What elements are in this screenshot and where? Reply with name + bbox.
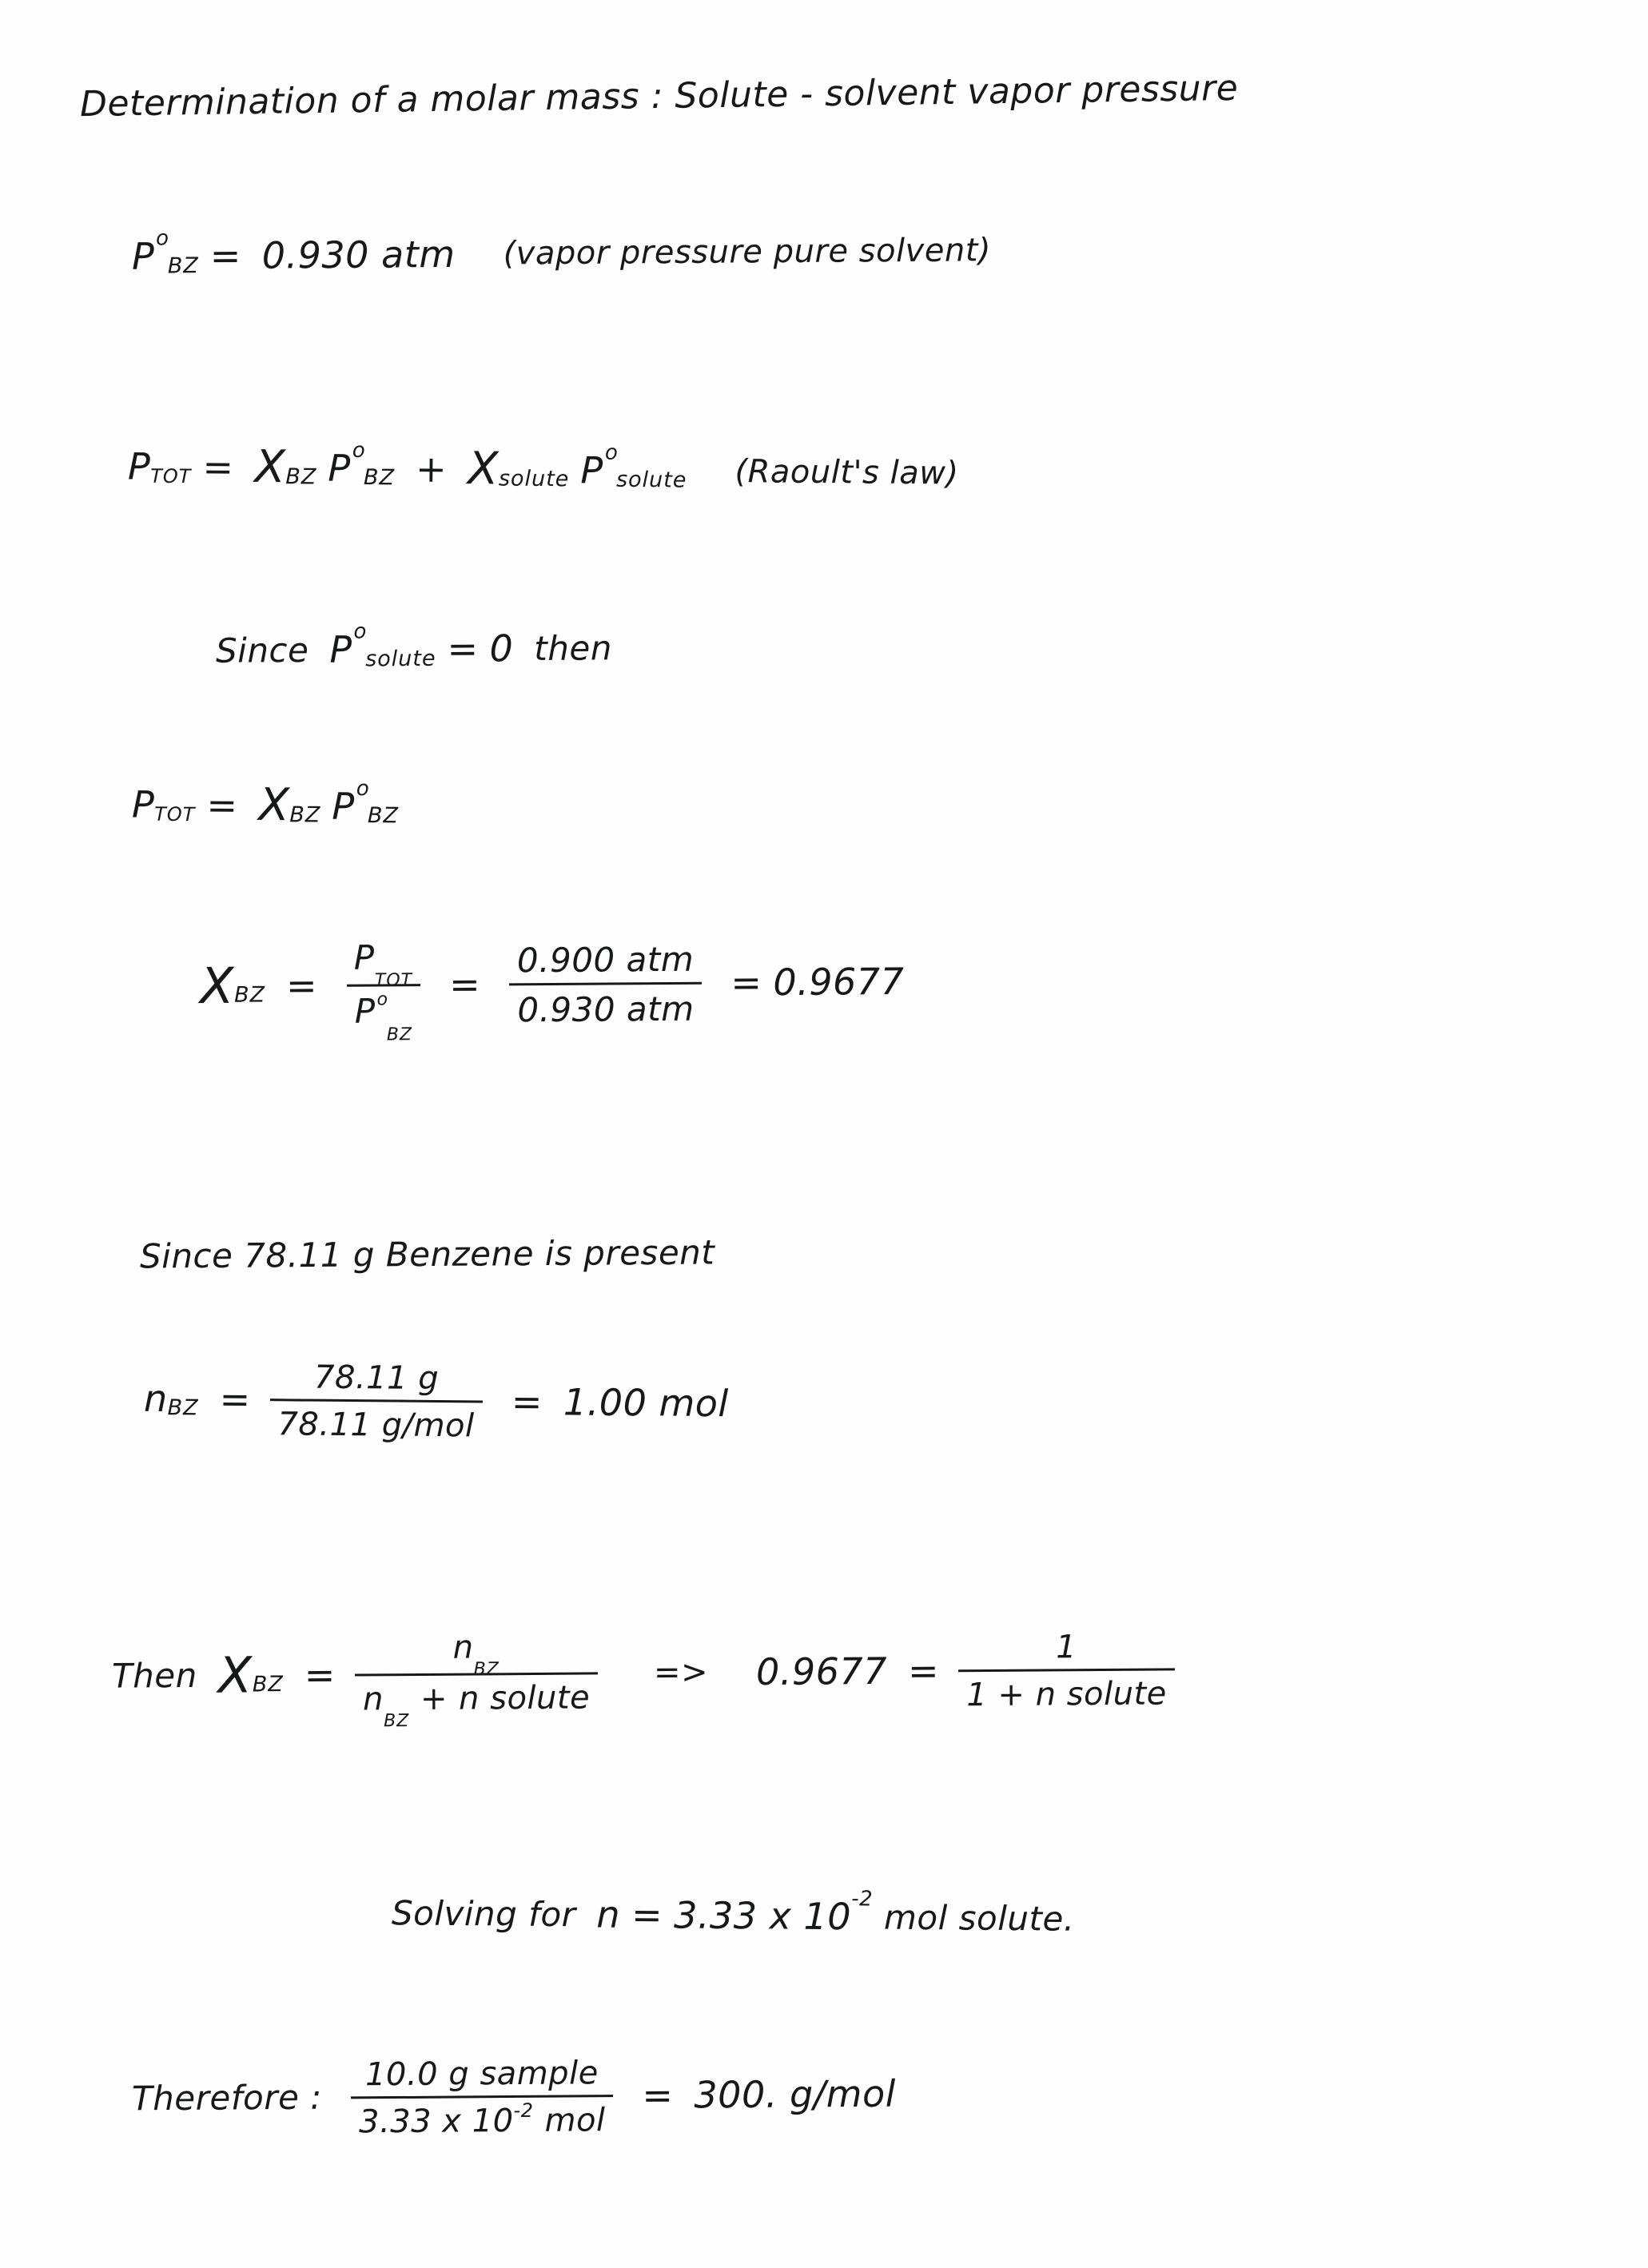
symbol-mole-fraction: X	[258, 778, 290, 832]
statement-benzene-mass-text: Since 78.11 g Benzene is present	[139, 1232, 715, 1276]
equals-sign: =	[202, 444, 234, 489]
subscript-TOT: TOT	[154, 802, 196, 826]
superscript-standard: o	[604, 440, 619, 465]
subscript-BZ: BZ	[233, 982, 266, 1009]
symbol-P: P	[131, 234, 155, 278]
page-title	[80, 68, 1239, 125]
result-moles-benzene: 1.00 mol	[563, 1379, 729, 1425]
equation-moles-benzene	[144, 1356, 730, 1445]
subscript-BZ: BZ	[167, 1395, 199, 1421]
fraction-denominator: 0.930 atm	[509, 982, 703, 1030]
symbol-mole-fraction: X	[254, 440, 286, 494]
subscript-solute: solute	[365, 646, 436, 671]
superscript-standard: o	[156, 226, 169, 251]
word-then: Then	[111, 1655, 197, 1696]
result-mole-fraction: 0.9677	[773, 959, 905, 1004]
plus-sign: +	[415, 447, 448, 491]
symbol-P: P	[580, 448, 603, 492]
fraction-sample-mass-over-moles	[350, 2055, 613, 2140]
equals-sign: =	[907, 1648, 940, 1693]
note-pure-solvent: (vapor pressure pure solvent)	[503, 232, 992, 273]
page-title-text: Determination of a molar mass : Solute - solvent vapor pressure	[79, 67, 1239, 125]
symbol-mole-fraction: X	[199, 957, 235, 1016]
equation-final-molar-mass	[132, 2051, 897, 2141]
equals-sign: =	[304, 1653, 336, 1697]
word-therefore: Therefore :	[131, 2077, 322, 2119]
fraction-numerator: 1	[1055, 1629, 1077, 1666]
equals-sign: =	[206, 782, 238, 827]
fraction-numerator: $P_{TOT}$	[353, 937, 413, 991]
fraction-mass-over-molar-mass	[269, 1359, 483, 1444]
subscript-BZ: BZ	[289, 802, 321, 828]
fraction-denominator: 1 + n solute	[958, 1668, 1175, 1713]
superscript-standard: o	[356, 776, 370, 801]
fraction-numerator: $n_{BZ}$	[452, 1629, 500, 1680]
symbol-P: P	[329, 627, 352, 671]
subscript-BZ: BZ	[363, 465, 396, 491]
equation-pure-vapor-pressure	[131, 226, 992, 278]
equals-sign: =	[219, 1377, 251, 1421]
symbol-P-total: P	[131, 782, 155, 826]
superscript-standard: o	[353, 619, 368, 644]
fraction-numerator: 0.900 atm	[516, 940, 695, 981]
equals-sign: =	[730, 961, 762, 1005]
equals-sign: =	[631, 1892, 663, 1937]
symbol-P: P	[328, 446, 351, 490]
fraction-numerator: 10.0 g sample	[364, 2055, 599, 2094]
subscript-solute: solute	[615, 467, 687, 493]
statement-benzene-mass	[140, 1232, 715, 1275]
exponent-negative-two: -2	[851, 1887, 874, 1912]
symbol-P: P	[332, 784, 355, 828]
statement-solute-vapor-pressure-zero	[215, 619, 613, 671]
value-moles-solute: 3.33 x 10	[673, 1893, 852, 1939]
result-molar-mass: 300. g/mol	[694, 2071, 897, 2116]
equals-sign: =	[447, 627, 479, 670]
subscript-TOT: TOT	[150, 464, 192, 487]
fraction-denominator: 3.33 x $10^{-2}$ mol	[351, 2095, 614, 2140]
equals-sign: =	[209, 233, 241, 278]
unit-mol-solute: mol solute.	[883, 1897, 1075, 1939]
note-raoults-law: (Raoult's law)	[734, 452, 959, 492]
statement-solving-for-n	[391, 1887, 1075, 1940]
subscript-BZ: BZ	[252, 1672, 284, 1697]
symbol-mole-fraction: X	[217, 1645, 253, 1705]
equals-sign: =	[285, 963, 318, 1008]
superscript-standard: o	[352, 438, 366, 463]
fraction-ptot-over-pbz	[346, 937, 421, 1045]
fraction-denominator: $n_{BZ}+ n$ solute	[355, 1672, 599, 1721]
word-then: then	[534, 627, 613, 668]
text-solving-for: Solving for	[391, 1892, 576, 1934]
symbol-P-total: P	[127, 444, 151, 488]
symbol-n: n	[596, 1892, 621, 1936]
symbol-n: n	[143, 1376, 168, 1420]
equals-sign: =	[642, 2073, 674, 2117]
value-pure-vapor-pressure: 0.930 atm	[261, 232, 456, 277]
symbol-mole-fraction: X	[467, 443, 500, 495]
subscript-solute: solute	[498, 466, 570, 492]
subscript-BZ: BZ	[367, 803, 400, 829]
equation-mole-fraction-definition	[111, 1622, 1183, 1732]
equation-mole-fraction-calculation	[199, 933, 905, 1045]
fraction-denominator: $P^o_{BZ}$	[347, 985, 420, 1036]
value-zero: 0	[489, 627, 514, 670]
fraction-one-over-one-plus-nsolute	[958, 1628, 1175, 1713]
equals-sign: =	[448, 962, 481, 1006]
fraction-numerator: 78.11 g	[313, 1359, 440, 1398]
equation-raoults-law	[128, 440, 959, 499]
word-since: Since	[215, 630, 309, 670]
subscript-BZ: BZ	[285, 464, 317, 490]
fraction-denominator: 78.11 g/mol	[269, 1399, 483, 1444]
equals-sign: =	[511, 1379, 543, 1423]
subscript-BZ: BZ	[167, 253, 199, 278]
fraction-nbz-over-total-moles	[354, 1628, 598, 1732]
implies-arrow: =>	[653, 1653, 709, 1691]
fraction-pressure-values	[509, 940, 703, 1030]
value-mole-fraction: 0.9677	[755, 1649, 888, 1693]
equation-total-pressure-simplified	[132, 778, 400, 833]
